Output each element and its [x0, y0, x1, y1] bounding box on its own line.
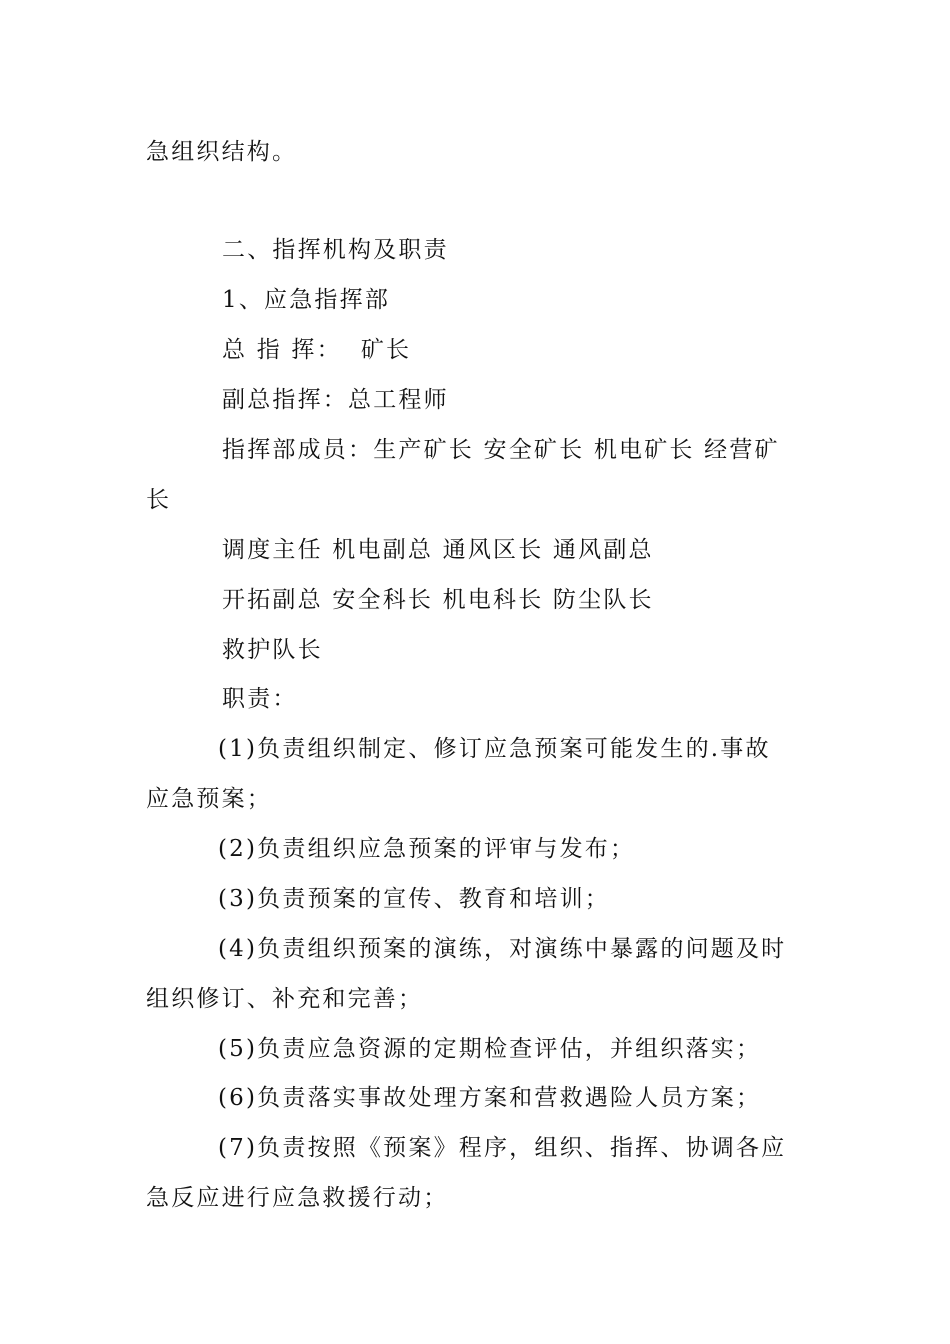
text-line: 指挥部成员：生产矿长 安全矿长 机电矿长 经营矿 [222, 437, 780, 463]
list-item: (7)负责按照《预案》程序，组织、指挥、协调各应 [218, 1135, 787, 1161]
section-heading: 二、指挥机构及职责 [222, 237, 449, 263]
text-line: 急反应进行应急救援行动； [146, 1185, 449, 1211]
text-line: 救护队长 [222, 637, 323, 663]
list-item: (4)负责组织预案的演练，对演练中暴露的问题及时 [218, 936, 787, 962]
list-item: (6)负责落实事故处理方案和营救遇险人员方案； [218, 1085, 762, 1111]
subsection-heading: 1、应急指挥部 [222, 287, 391, 313]
text-line: 开拓副总 安全科长 机电科长 防尘队长 [222, 587, 654, 613]
text-line: 总 指 挥： 矿长 [222, 337, 412, 363]
list-item: (1)负责组织制定、修订应急预案可能发生的.事故 [218, 736, 771, 762]
list-item: (5)负责应急资源的定期检查评估，并组织落实； [218, 1036, 762, 1062]
list-item: (3)负责预案的宣传、教育和培训； [218, 886, 610, 912]
list-item: (2)负责组织应急预案的评审与发布； [218, 836, 636, 862]
text-line: 副总指挥：总工程师 [222, 387, 449, 413]
text-line: 职责： [222, 686, 298, 712]
text-line: 应急预案； [146, 786, 272, 812]
text-line: 长 [146, 487, 172, 513]
text-line: 组织修订、补充和完善； [146, 986, 424, 1012]
text-line: 急组织结构。 [146, 139, 298, 165]
text-line: 调度主任 机电副总 通风区长 通风副总 [222, 537, 654, 563]
